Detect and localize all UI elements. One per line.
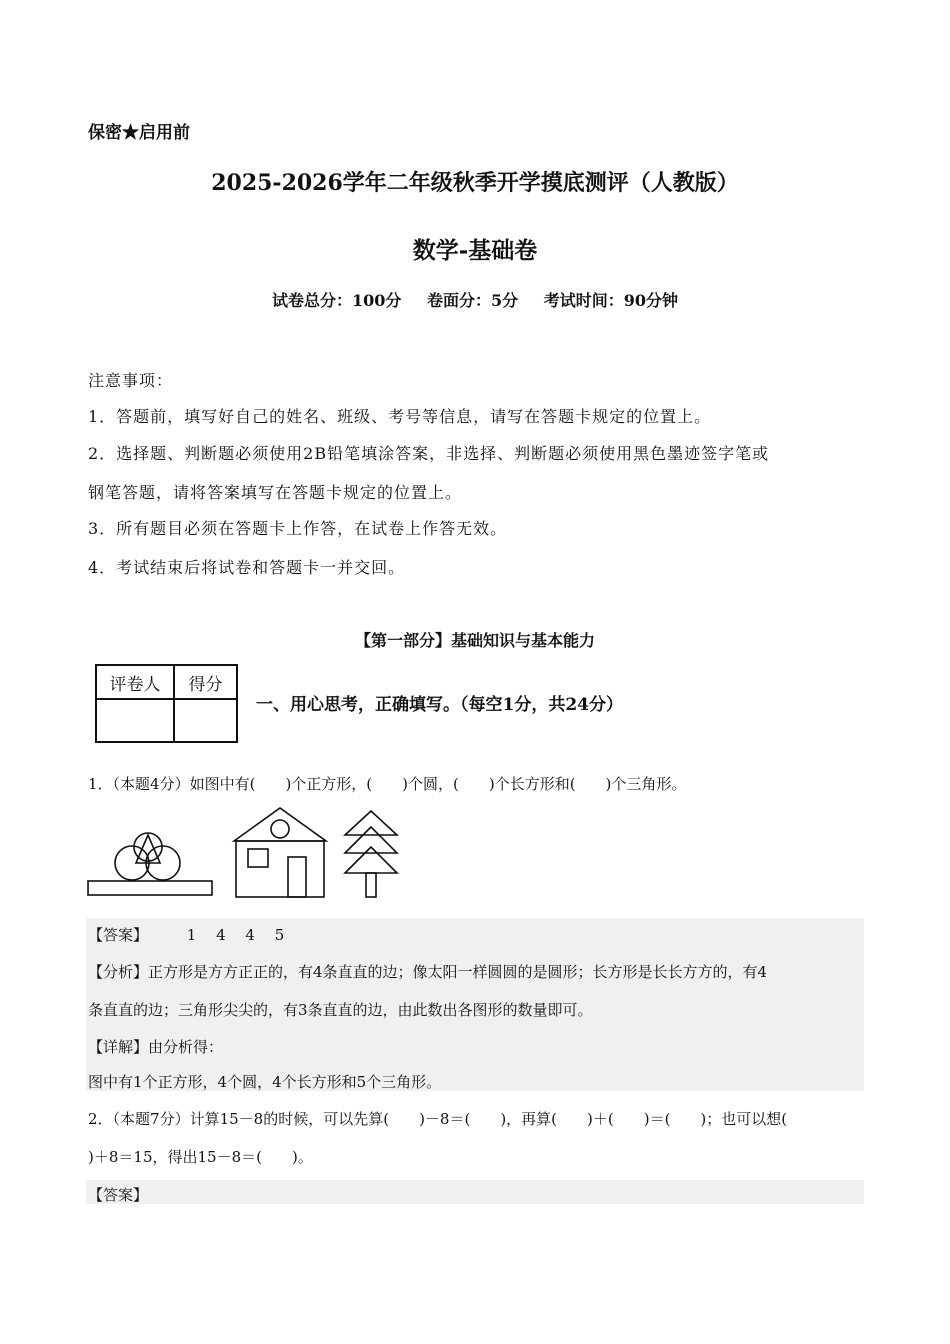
tree-triangle-top [345, 811, 397, 835]
note-item: 3．所有题目必须在答题卡上作答，在试卷上作答无效。 [88, 519, 508, 538]
analysis-line-2: 条直直的边；三角形尖尖的，有3条直直的边，由此数出各图形的数量即可。 [88, 1001, 593, 1019]
tree-trunk [366, 873, 376, 897]
exam-meta [0, 288, 950, 311]
confidential-label: 保密★启用前 [88, 123, 190, 143]
tree-triangle-middle [345, 827, 397, 853]
answer-label: 【答案】 [88, 926, 149, 944]
part-title: 【第一部分】基础知识与基本能力 [354, 631, 595, 650]
question-2-line-1: 2．（本题7分）计算15－8的时候，可以先算( )－8＝( )，再算( )＋( )＝( )；也可以想( [88, 1110, 788, 1128]
total-score: 试卷总分：100分 [272, 291, 402, 310]
house-window-square [248, 849, 268, 867]
note-item: 1．答题前，填写好自己的姓名、班级、考号等信息，请写在答题卡规定的位置上。 [88, 407, 712, 426]
answer-label-2: 【答案】 [88, 1186, 149, 1204]
score-header: 得分 [174, 665, 237, 699]
grader-cell[interactable] [96, 699, 174, 742]
page-subtitle: 数学-基础卷 [412, 237, 538, 264]
note-item: 钢笔答题，请将答案填写在答题卡规定的位置上。 [88, 483, 463, 502]
exam-time: 考试时间：90分钟 [543, 291, 678, 310]
answer-line-1 [88, 924, 284, 945]
analysis-line-1: 【分析】正方形是方方正正的，有4条直直的边；像太阳一样圆圆的是圆形；长方形是长长方方的，有4 [88, 963, 768, 981]
tree-triangle-bottom [345, 847, 397, 873]
grader-header: 评卷人 [96, 665, 174, 699]
house-door [288, 857, 306, 897]
notes-heading: 注意事项： [88, 371, 174, 390]
note-item: 4．考试结束后将试卷和答题卡一并交回。 [88, 558, 406, 577]
house-window-circle [271, 820, 289, 838]
question-2-line-2: )＋8＝15，得出15－8＝( )。 [88, 1148, 313, 1166]
house-roof [234, 808, 326, 841]
detail-label: 【详解】由分析得： [88, 1038, 224, 1056]
page-title: 2025-2026学年二年级秋季开学摸底测评（人教版） [211, 170, 739, 196]
note-item: 2．选择题、判断题必须使用2B铅笔填涂答案，非选择、判断题必须使用黑色墨迹签字笔或 [88, 444, 770, 463]
question-1-figure [86, 805, 406, 901]
detail-text: 图中有1个正方形，4个圆，4个长方形和5个三角形。 [88, 1073, 442, 1091]
answer-values: 1 4 4 5 [186, 926, 285, 944]
grader-table [95, 664, 238, 743]
neatness-score: 卷面分：5分 [426, 291, 519, 310]
section-title: 一、用心思考，正确填写。（每空1分，共24分） [256, 695, 623, 715]
base-rectangle [88, 881, 212, 895]
question-1-text: 1．（本题4分）如图中有( )个正方形，( )个圆，( )个长方形和( )个三角形。 [88, 775, 687, 793]
score-cell[interactable] [174, 699, 237, 742]
answer-block-2 [86, 1180, 864, 1204]
